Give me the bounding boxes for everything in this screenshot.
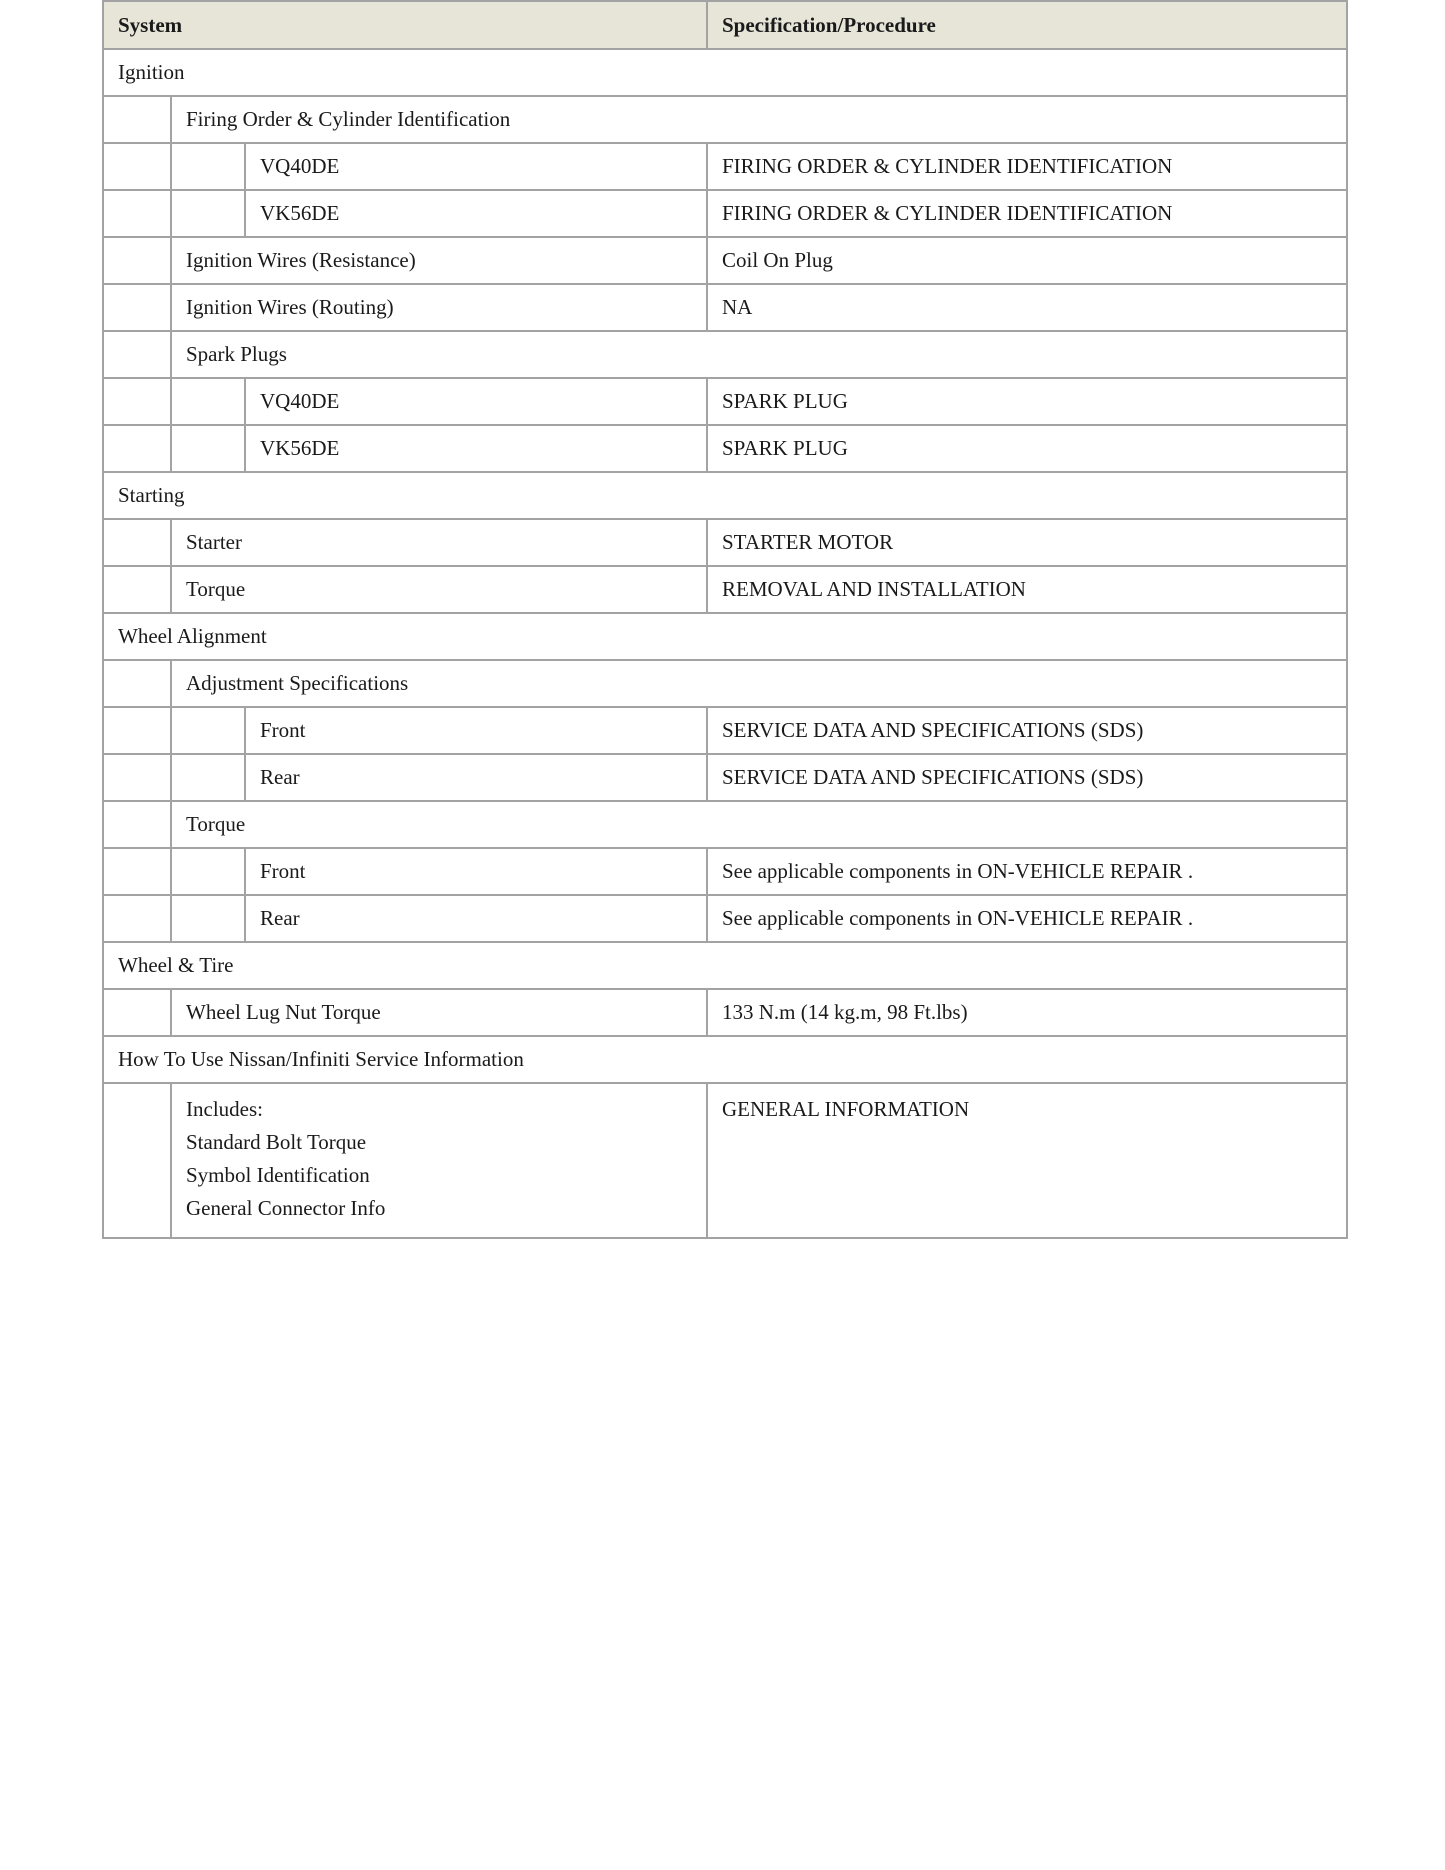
- table-header-row: [103, 1, 1347, 49]
- includes-list: [171, 1083, 707, 1238]
- spec-cell[interactable]: See applicable components in ON-VEHICLE REPAIR .: [707, 895, 1347, 942]
- spec-link[interactable]: FIRING ORDER & CYLINDER IDENTIFICATION: [707, 143, 1347, 190]
- section-row-starting: [103, 472, 1347, 519]
- spec-link[interactable]: SPARK PLUG: [707, 378, 1347, 425]
- table-row: [103, 190, 1347, 237]
- subsection-label: Adjustment Specifications: [171, 660, 1347, 707]
- spec-link[interactable]: FIRING ORDER & CYLINDER IDENTIFICATION: [707, 190, 1347, 237]
- system-cell: VQ40DE: [245, 143, 707, 190]
- section-label: Wheel Alignment: [103, 613, 1347, 660]
- section-label: Starting: [103, 472, 1347, 519]
- table-row: [103, 237, 1347, 284]
- table-row: [103, 519, 1347, 566]
- indent-cell: [171, 754, 245, 801]
- indent-cell: [103, 143, 171, 190]
- subsection-row-adjustment: [103, 660, 1347, 707]
- indent-cell: [103, 566, 171, 613]
- spec-link[interactable]: SERVICE DATA AND SPECIFICATIONS (SDS): [707, 707, 1347, 754]
- table-row: [103, 566, 1347, 613]
- indent-cell: [103, 190, 171, 237]
- system-cell: Torque: [171, 566, 707, 613]
- system-cell: Ignition Wires (Resistance): [171, 237, 707, 284]
- includes-line: Standard Bolt Torque: [186, 1130, 367, 1154]
- specification-table: [102, 0, 1348, 1239]
- indent-cell: [171, 848, 245, 895]
- table-row: [103, 707, 1347, 754]
- table-row: [103, 284, 1347, 331]
- system-cell: Ignition Wires (Routing): [171, 284, 707, 331]
- indent-cell: [171, 190, 245, 237]
- indent-cell: [171, 425, 245, 472]
- spec-link[interactable]: STARTER MOTOR: [707, 519, 1347, 566]
- table-row: [103, 989, 1347, 1036]
- indent-cell: [103, 848, 171, 895]
- indent-cell: [103, 801, 171, 848]
- indent-cell: [171, 895, 245, 942]
- section-row-wheel-alignment: [103, 613, 1347, 660]
- table-row: [103, 425, 1347, 472]
- subsection-row-firing-order: [103, 96, 1347, 143]
- header-specification: Specification/Procedure: [707, 1, 1347, 49]
- spec-cell: NA: [707, 284, 1347, 331]
- spec-link[interactable]: REMOVAL AND INSTALLATION: [707, 566, 1347, 613]
- system-cell: Starter: [171, 519, 707, 566]
- system-cell: Front: [245, 707, 707, 754]
- system-cell: Rear: [245, 754, 707, 801]
- indent-cell: [103, 378, 171, 425]
- spec-link[interactable]: SPARK PLUG: [707, 425, 1347, 472]
- table-row: [103, 143, 1347, 190]
- indent-cell: [103, 96, 171, 143]
- includes-line: Symbol Identification: [186, 1163, 370, 1187]
- spec-cell: 133 N.m (14 kg.m, 98 Ft.lbs): [707, 989, 1347, 1036]
- indent-cell: [103, 331, 171, 378]
- spec-link[interactable]: SERVICE DATA AND SPECIFICATIONS (SDS): [707, 754, 1347, 801]
- spec-cell: Coil On Plug: [707, 237, 1347, 284]
- table-row: [103, 848, 1347, 895]
- indent-cell: [103, 284, 171, 331]
- subsection-row-spark-plugs: [103, 331, 1347, 378]
- indent-cell: [103, 425, 171, 472]
- table-row: [103, 754, 1347, 801]
- indent-cell: [171, 707, 245, 754]
- section-row-ignition: [103, 49, 1347, 96]
- indent-cell: [171, 143, 245, 190]
- system-cell: VK56DE: [245, 425, 707, 472]
- header-system: System: [103, 1, 707, 49]
- indent-cell: [103, 754, 171, 801]
- system-cell: Wheel Lug Nut Torque: [171, 989, 707, 1036]
- subsection-label: Firing Order & Cylinder Identification: [171, 96, 1347, 143]
- spec-cell[interactable]: See applicable components in ON-VEHICLE REPAIR .: [707, 848, 1347, 895]
- system-cell: VQ40DE: [245, 378, 707, 425]
- spec-link[interactable]: GENERAL INFORMATION: [707, 1083, 1347, 1238]
- system-cell: VK56DE: [245, 190, 707, 237]
- indent-cell: [103, 519, 171, 566]
- indent-cell: [103, 707, 171, 754]
- subsection-label: Torque: [171, 801, 1347, 848]
- subsection-row-torque: [103, 801, 1347, 848]
- system-cell: Rear: [245, 895, 707, 942]
- section-row-how-to-use: [103, 1036, 1347, 1083]
- indent-cell: [103, 660, 171, 707]
- indent-cell: [103, 237, 171, 284]
- includes-line: Includes:: [186, 1097, 263, 1121]
- table-row: [103, 378, 1347, 425]
- section-label: Wheel & Tire: [103, 942, 1347, 989]
- section-label: How To Use Nissan/Infiniti Service Information: [103, 1036, 1347, 1083]
- table-row: [103, 895, 1347, 942]
- section-label: Ignition: [103, 49, 1347, 96]
- indent-cell: [171, 378, 245, 425]
- system-cell: Front: [245, 848, 707, 895]
- indent-cell: [103, 989, 171, 1036]
- indent-cell: [103, 895, 171, 942]
- indent-cell: [103, 1083, 171, 1238]
- section-row-wheel-tire: [103, 942, 1347, 989]
- subsection-label: Spark Plugs: [171, 331, 1347, 378]
- includes-line: General Connector Info: [186, 1196, 386, 1220]
- table-row: [103, 1083, 1347, 1238]
